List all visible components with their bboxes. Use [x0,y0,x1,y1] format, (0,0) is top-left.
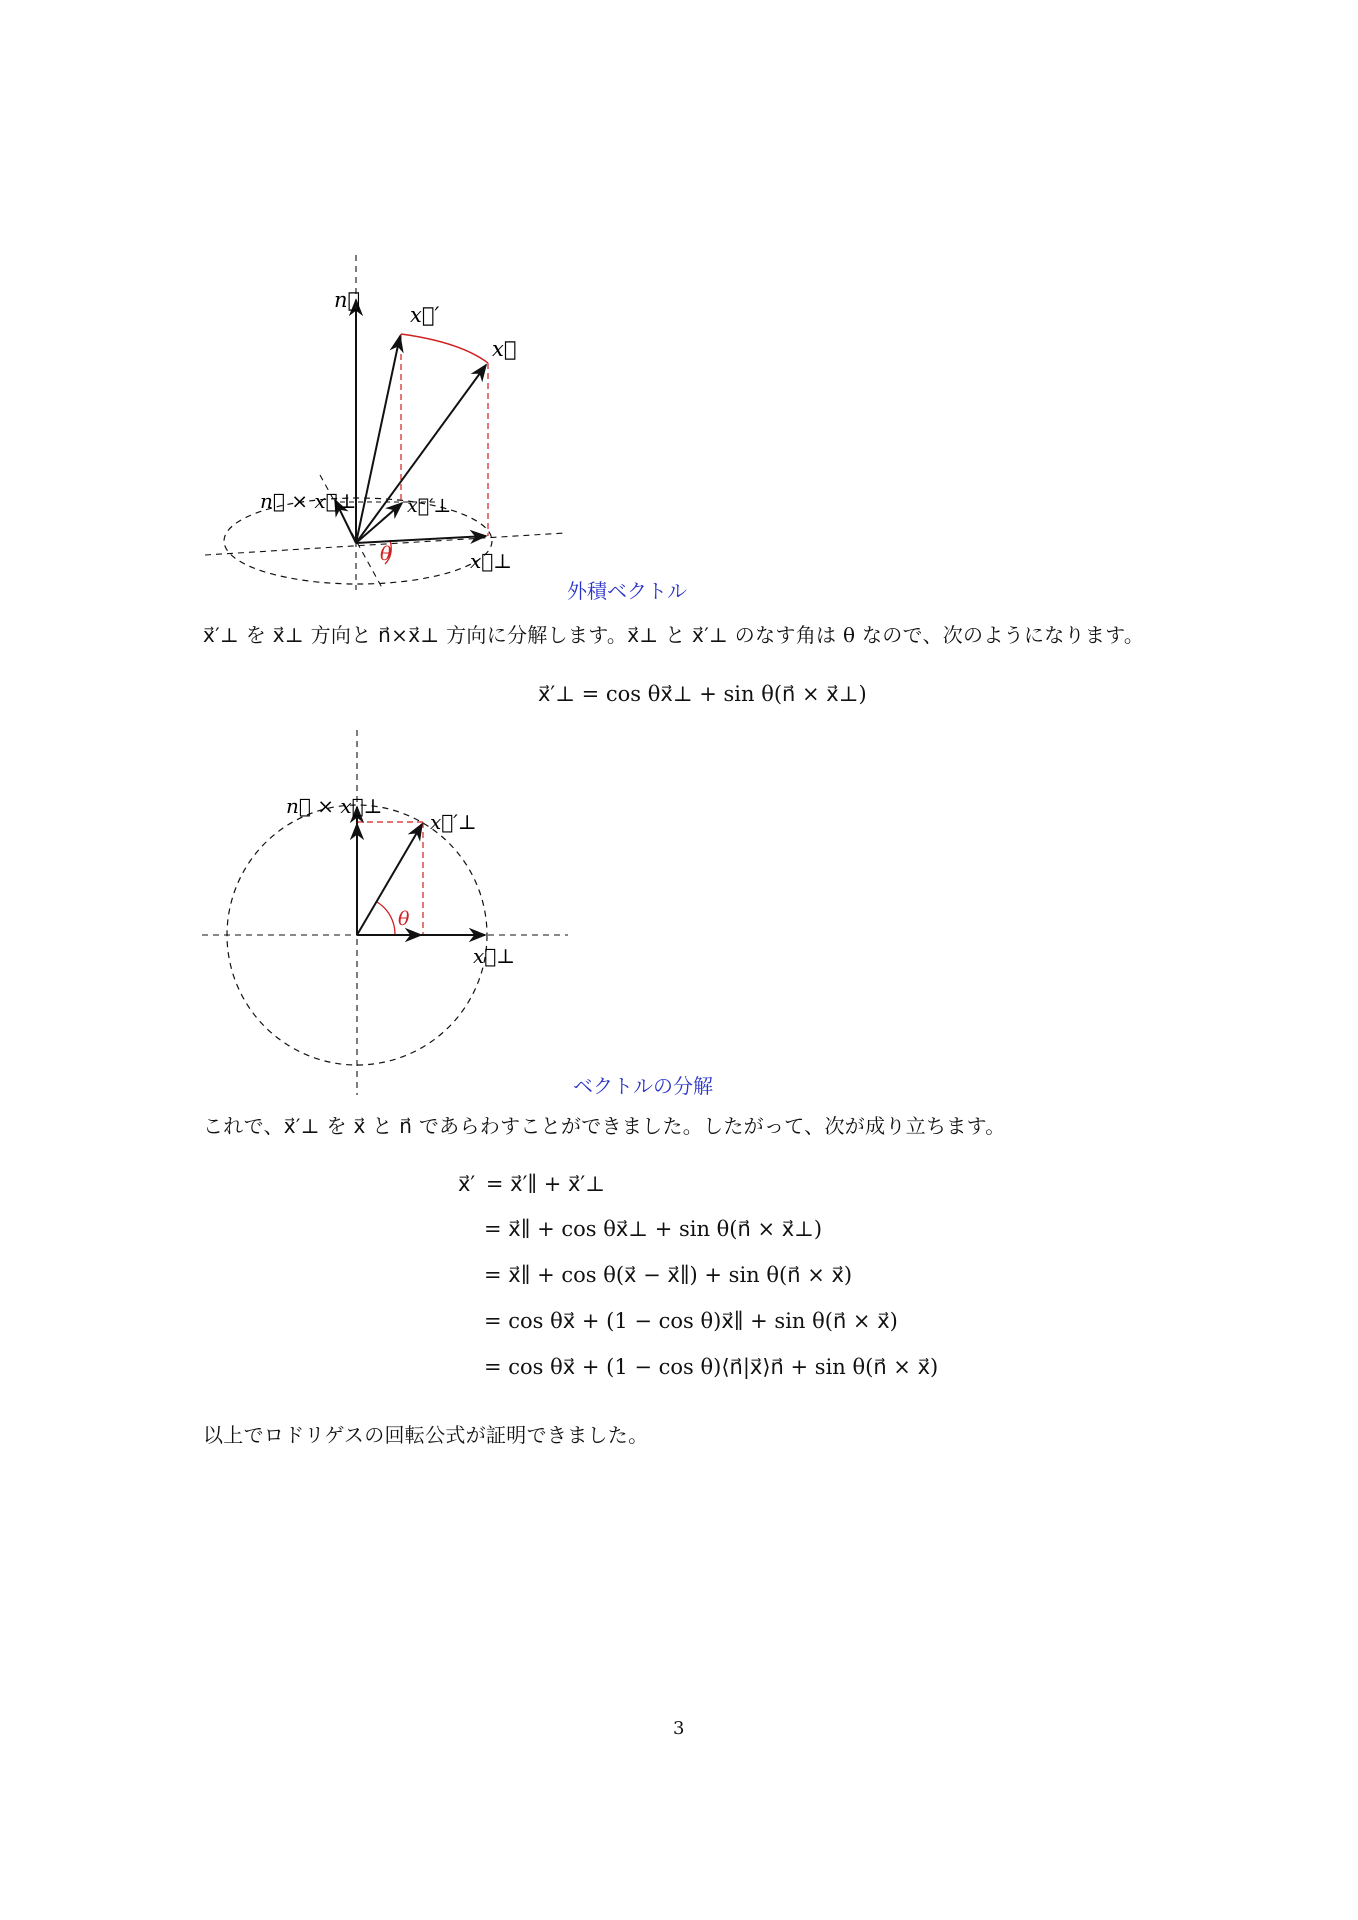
paragraph-final: 以上でロドリゲスの回転公式が証明できました。 [203,1423,649,1447]
equation-rhs: = cos θx⃗ + (1 − cos θ)⟨n⃗|x⃗⟩n⃗ + sin θ(n⃗ × x⃗) [484,1355,939,1379]
figure-cross-product [190,250,580,590]
label-n: n⃗ [334,288,361,312]
x-perp-vector [356,536,486,543]
label-x-prime-perp: x⃗′⊥ [407,495,452,517]
equation-x-prime-perp: x⃗′⊥ = cos θx⃗⊥ + sin θ(n⃗ × x⃗⊥) [538,682,867,706]
page-number: 3 [673,1718,685,1739]
label-n-cross-x-perp: n⃗ × x⃗⊥ [286,794,383,818]
label-x-perp: x⃗⊥ [470,549,513,573]
equation-row [458,1172,605,1196]
figure-decomposition [190,725,580,1095]
label-x-prime-perp: x⃗′⊥ [430,810,477,834]
label-theta: θ [398,908,410,930]
equation-lhs: x⃗′ [458,1172,476,1196]
equation-row [484,1309,898,1333]
equation-rhs: = x⃗∥ + cos θx⃗⊥ + sin θ(n⃗ × x⃗⊥) [484,1217,823,1241]
equation-rhs: = cos θx⃗ + (1 − cos θ)x⃗∥ + sin θ(n⃗ × x⃗) [484,1309,898,1333]
equation-row [484,1355,938,1379]
label-n-cross-x-perp: n⃗ × x⃗⊥ [260,489,357,513]
paragraph-conclusion: これで、x⃗′⊥ を x⃗ と n⃗ であらわすことができました。したがって、次が成り立ちます。 [203,1114,1006,1138]
figure2-caption: ベクトルの分解 [573,1074,713,1098]
label-x-perp: x⃗⊥ [473,944,516,968]
label-theta: θ [380,543,392,565]
equation-rhs: = x⃗′∥ + x⃗′⊥ [485,1172,605,1196]
theta-arc [377,902,395,935]
figure1-caption: 外積ベクトル [567,579,687,603]
rotation-arc [401,334,488,363]
equation-row [484,1217,822,1241]
label-x-prime: x⃗′ [410,303,440,327]
equation-rhs: = x⃗∥ + cos θ(x⃗ − x⃗∥) + sin θ(n⃗ × x⃗) [484,1263,853,1287]
equation-row [484,1263,852,1287]
label-x: x⃗ [492,337,517,361]
equation-array [458,1172,1058,1392]
paragraph-decomposition: x⃗′⊥ を x⃗⊥ 方向と n⃗×x⃗⊥ 方向に分解します。x⃗⊥ と x⃗′⊥ のなす角は θ なので、次のようになります。 [203,623,1145,647]
x-prime-perp-vector [357,824,422,935]
